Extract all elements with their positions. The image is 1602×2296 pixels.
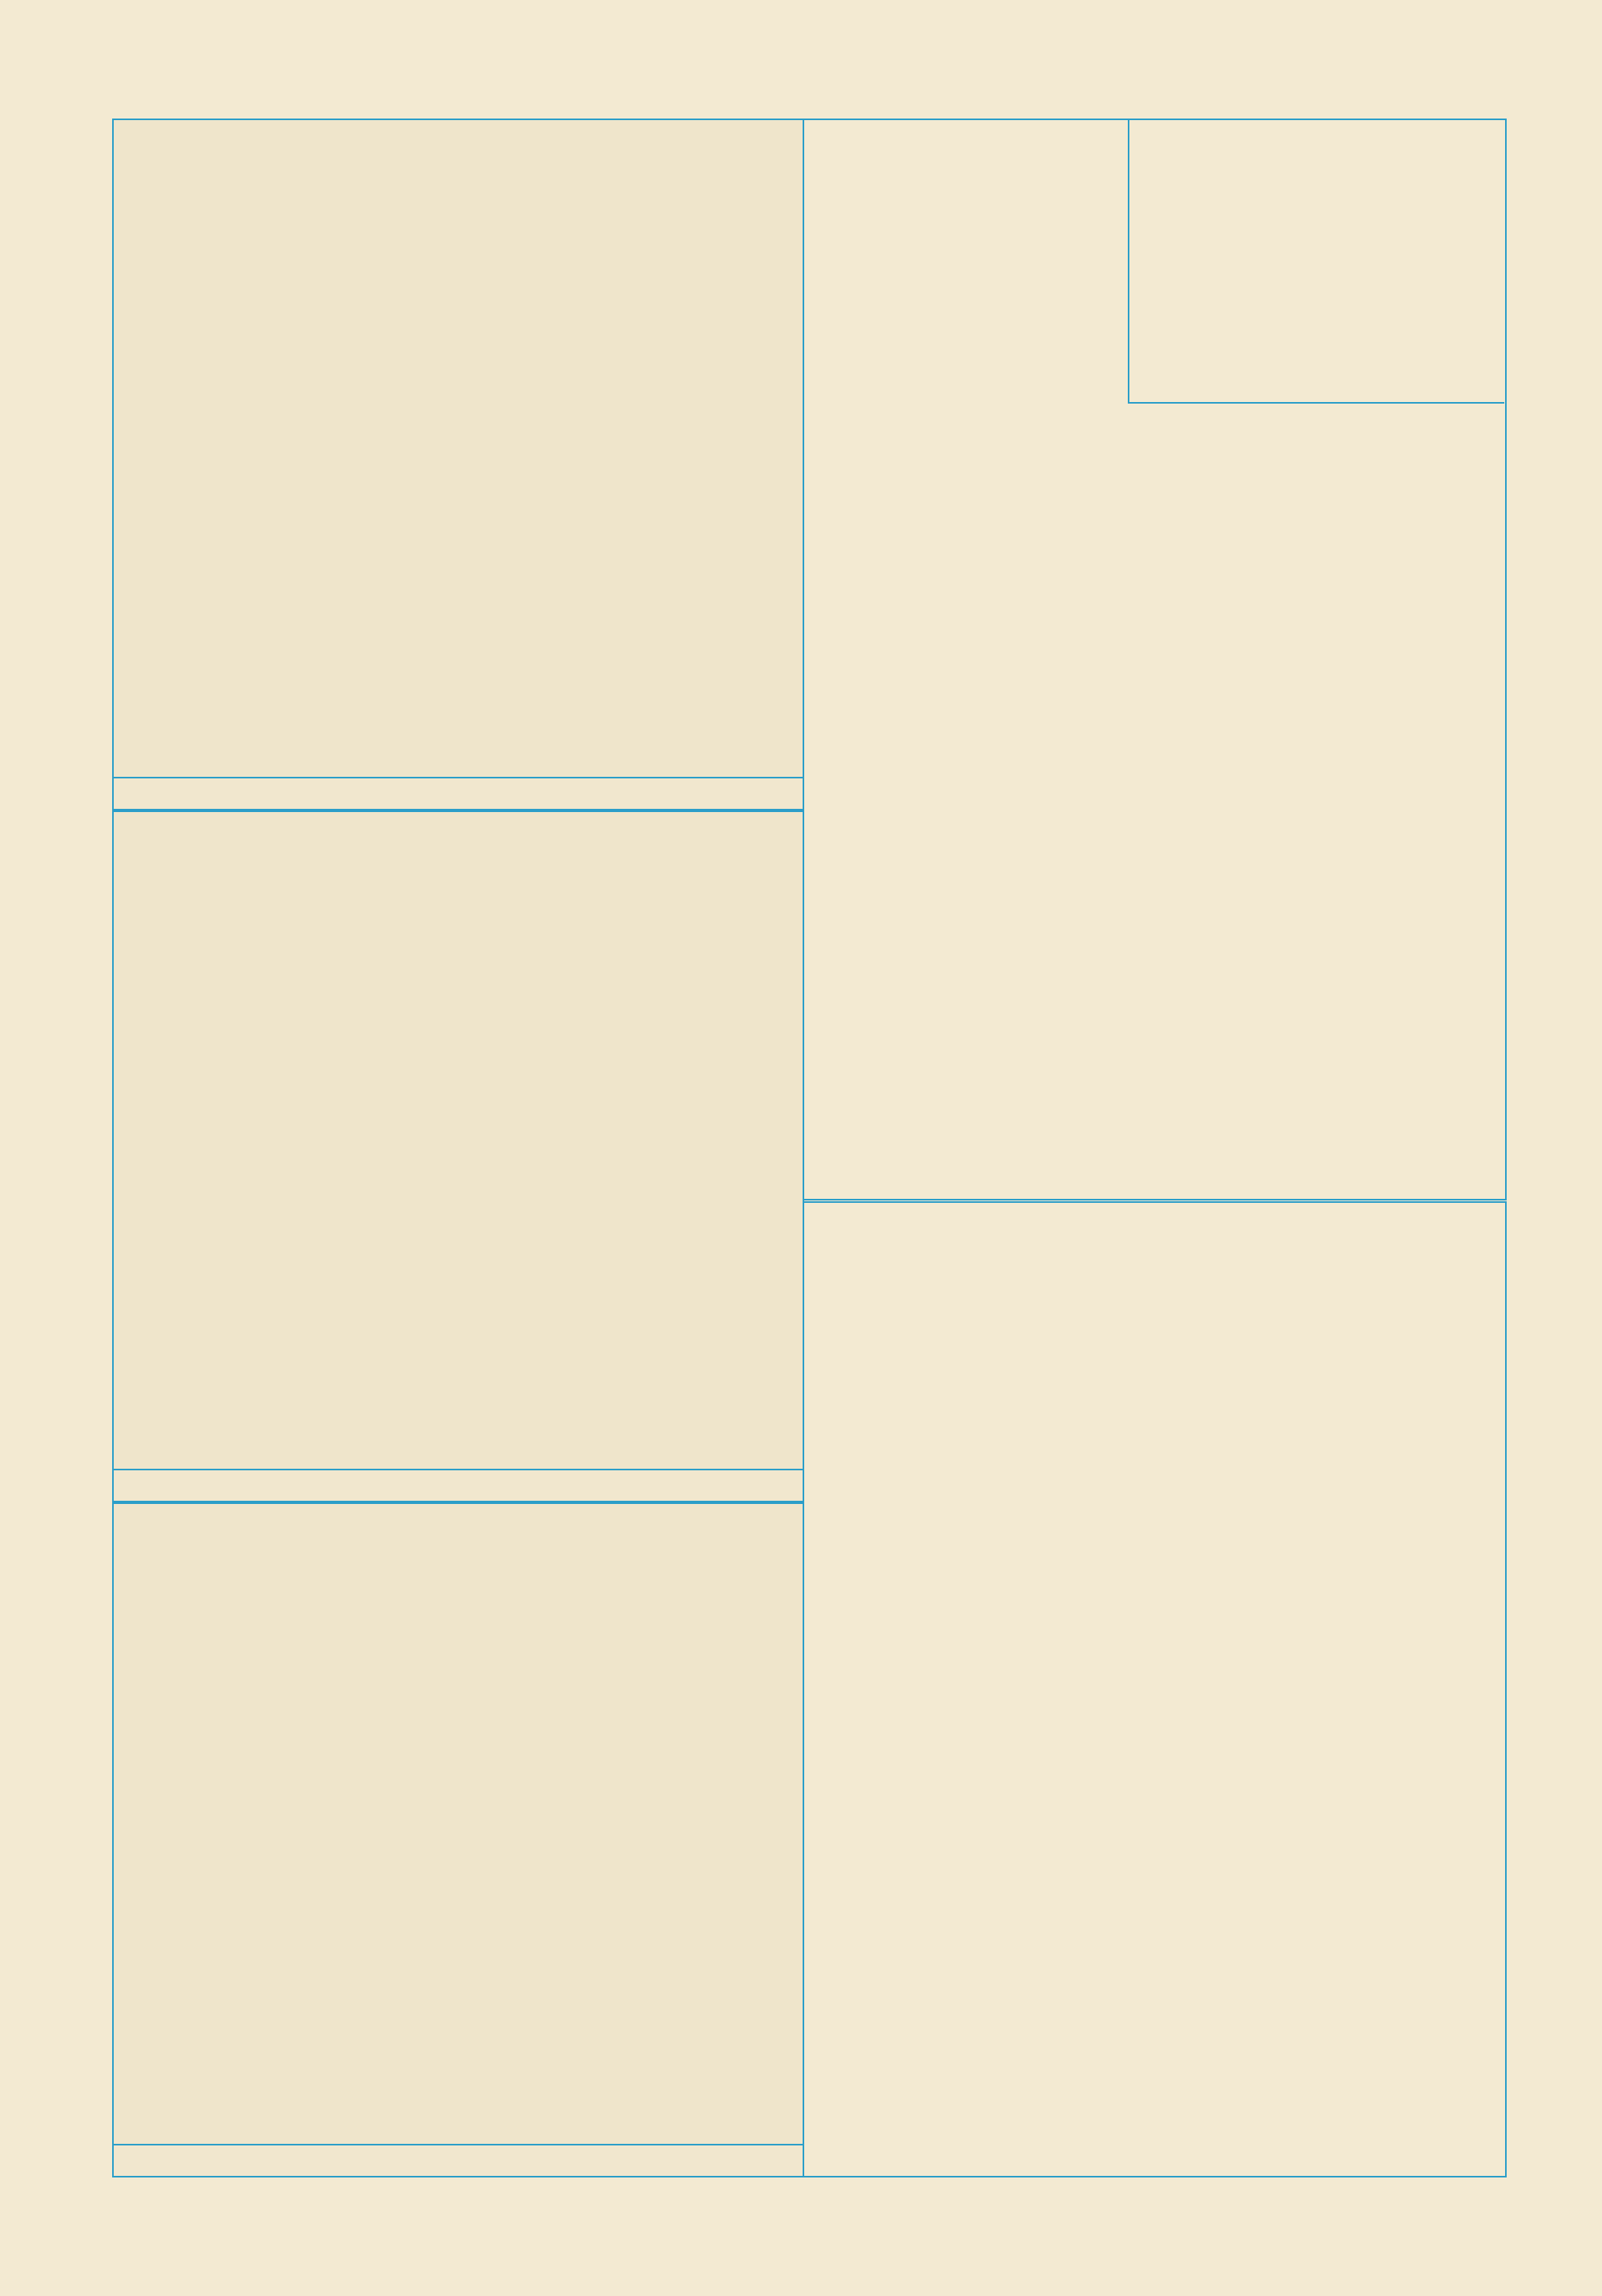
map-caption	[114, 777, 803, 809]
measurement-header	[1128, 120, 1504, 404]
map-850hpa-drawing	[114, 812, 803, 1501]
map-caption	[114, 1469, 803, 1501]
map-pressure-change	[112, 1502, 804, 2177]
map-caption	[114, 2144, 803, 2176]
map-500hpa-drawing	[114, 120, 803, 809]
map-500hpa	[112, 119, 804, 810]
weather-text-box	[803, 1201, 1507, 2177]
map-850hpa	[112, 810, 804, 1502]
map-pressure-change-drawing	[114, 1504, 803, 2176]
